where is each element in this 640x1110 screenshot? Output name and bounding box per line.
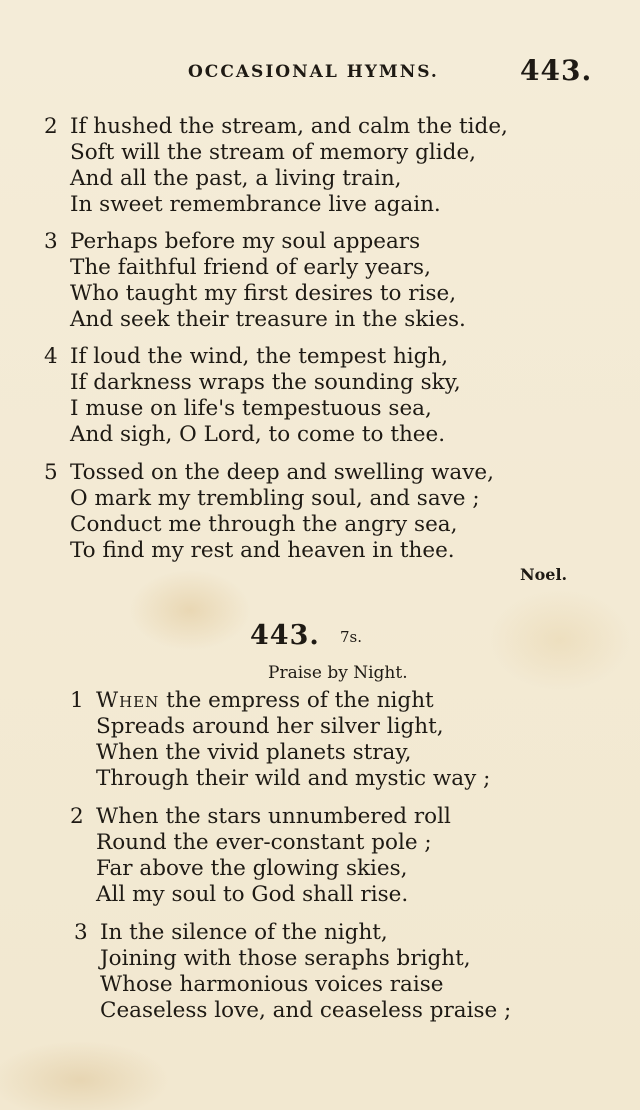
stanza-4-hymn-442	[44, 344, 461, 448]
verse-line: I muse on life's tempestuous sea,	[70, 396, 432, 421]
stanza-1-hymn-443	[70, 688, 490, 792]
stanza-number: 3	[74, 920, 88, 945]
verse-line: O mark my trembling soul, and save ;	[70, 486, 480, 511]
stanza-number: 4	[44, 344, 58, 369]
stanza-number: 1	[70, 688, 84, 713]
verse-line: Conduct me through the angry sea,	[70, 512, 458, 537]
stanza-5-hymn-442	[44, 460, 494, 564]
verse-line: If loud the wind, the tempest high,	[70, 344, 449, 369]
verse-line: To find my rest and heaven in thee.	[70, 538, 455, 563]
verse-line: When the vivid planets stray,	[96, 740, 412, 765]
verse-line: Tossed on the deep and swelling wave,	[70, 460, 494, 485]
page-number: 443.	[520, 54, 593, 87]
verse-line: When the stars unnumbered roll	[96, 804, 451, 829]
stanza-number: 2	[70, 804, 84, 829]
running-title: OCCASIONAL HYMNS.	[188, 62, 439, 82]
verse-line: Round the ever-constant pole ;	[96, 830, 432, 855]
verse-line: In the silence of the night,	[100, 920, 388, 945]
author-attribution: Noel.	[520, 565, 568, 584]
verse-line: Through their wild and mystic way ;	[96, 766, 491, 791]
verse-line: Spreads around her silver light,	[96, 714, 444, 739]
hymn-title: Praise by Night.	[268, 663, 408, 683]
verse-line: All my soul to God shall rise.	[96, 882, 409, 907]
stanza-number: 5	[44, 460, 58, 485]
verse-line: Soft will the stream of memory glide,	[70, 140, 477, 165]
stanza-3-hymn-442	[44, 229, 466, 333]
stanza-2-hymn-442	[44, 114, 508, 218]
stanza-2-hymn-443	[70, 804, 451, 908]
verse-line: Who taught my first desires to rise,	[70, 281, 457, 306]
first-word: When	[96, 688, 160, 713]
verse-line: Perhaps before my soul appears	[70, 229, 421, 254]
verse-line: Far above the glowing skies,	[96, 856, 408, 881]
verse-line: the empress of the night	[166, 688, 434, 713]
verse-line: If hushed the stream, and calm the tide,	[70, 114, 508, 139]
stanza-number: 2	[44, 114, 58, 139]
verse-line: Whose harmonious voices raise	[100, 972, 444, 997]
hymn-meter: 7s.	[340, 628, 363, 646]
stanza-number: 3	[44, 229, 58, 254]
verse-line: And seek their treasure in the skies.	[70, 307, 466, 332]
stanza-3-hymn-443	[74, 920, 511, 1024]
verse-line: And sigh, O Lord, to come to thee.	[70, 422, 446, 447]
verse-line: In sweet remembrance live again.	[70, 192, 441, 217]
verse-line: If darkness wraps the sounding sky,	[70, 370, 461, 395]
verse-line: Joining with those seraphs bright,	[100, 946, 471, 971]
hymn-number: 443.	[250, 620, 320, 651]
verse-line: The faithful friend of early years,	[70, 255, 431, 280]
verse-line: And all the past, a living train,	[70, 166, 402, 191]
verse-line: Ceaseless love, and ceaseless praise ;	[100, 998, 512, 1023]
